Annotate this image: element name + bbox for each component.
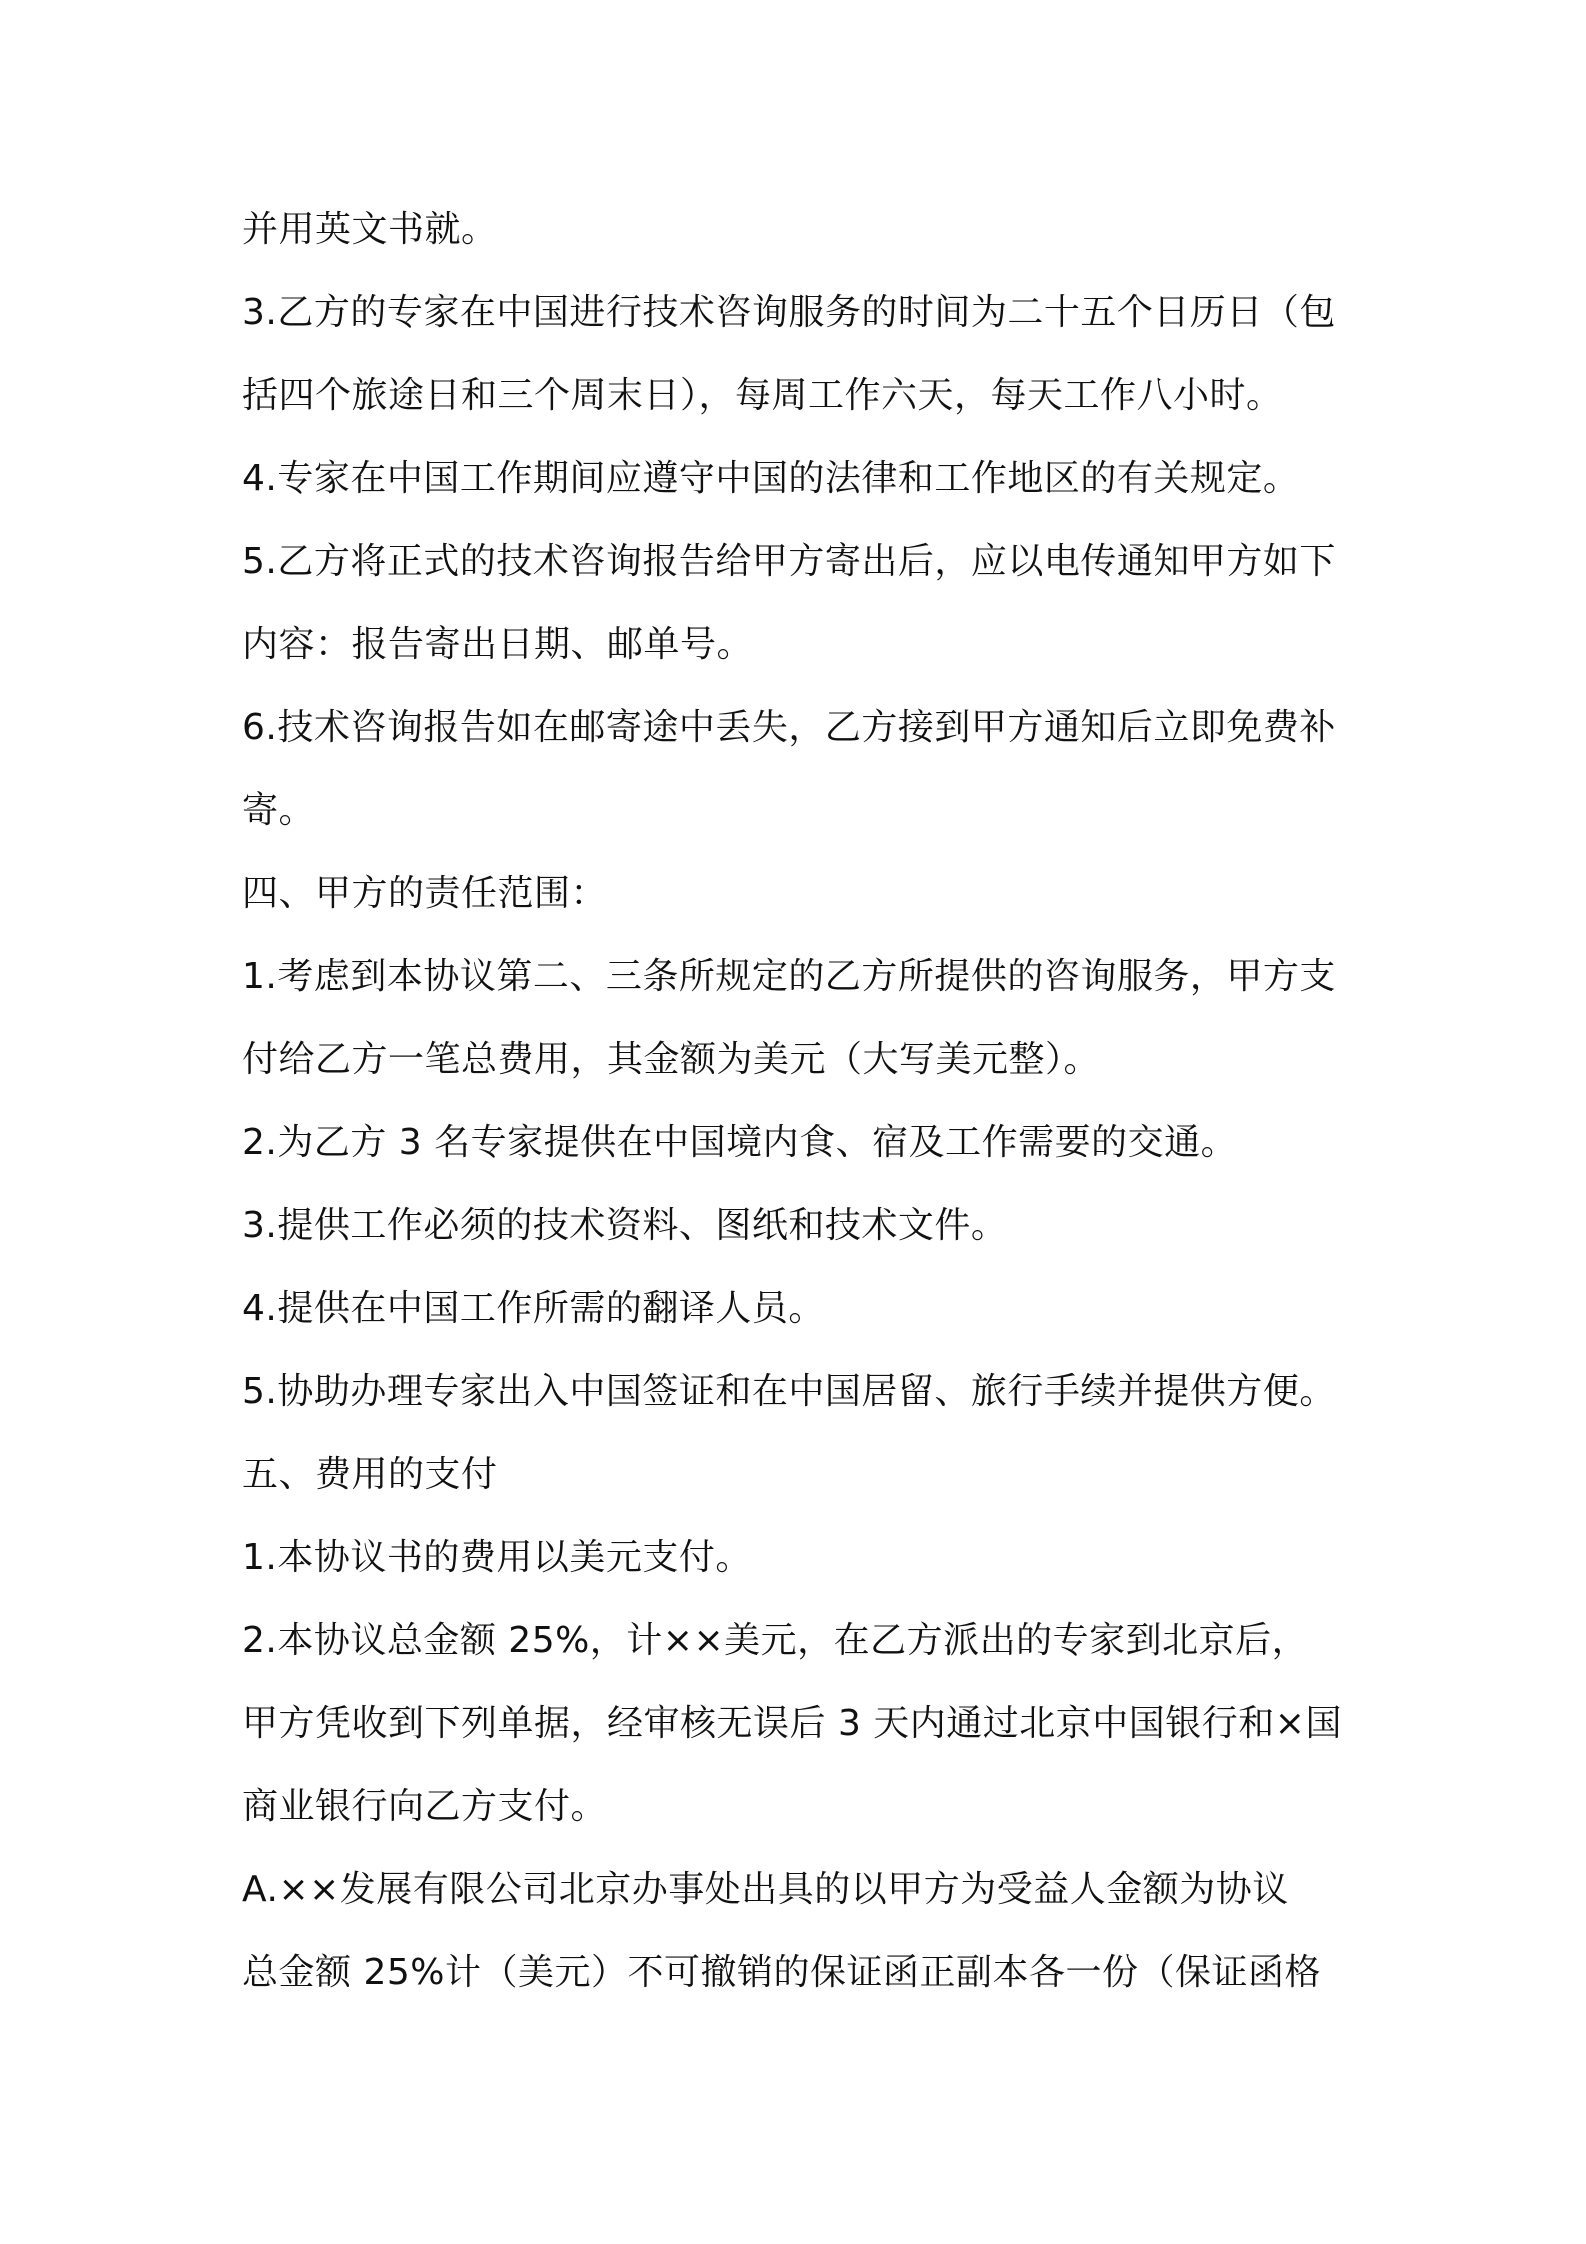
text-line-1: 并用英文书就。 [242, 209, 498, 250]
text-line-10: 1.考虑到本协议第二、三条所规定的乙方所提供的咨询服务，甲方支 [242, 956, 1336, 997]
document-body [242, 188, 1362, 2014]
text-line-8: 寄。 [242, 790, 316, 831]
text-line-6: 内容：报告寄出日期、邮单号。 [242, 624, 754, 665]
text-line-4: 4.专家在中国工作期间应遵守中国的法律和工作地区的有关规定。 [242, 458, 1300, 499]
text-line-12: 2.为乙方 3 名专家提供在中国境内食、宿及工作需要的交通。 [242, 1122, 1238, 1163]
text-line-17: 1.本协议书的费用以美元支付。 [242, 1537, 752, 1578]
section-heading-5: 五、费用的支付 [242, 1454, 498, 1495]
text-line-7: 6.技术咨询报告如在邮寄途中丢失，乙方接到甲方通知后立即免费补 [242, 707, 1336, 748]
text-line-2: 3.乙方的专家在中国进行技术咨询服务的时间为二十五个日历日（包 [242, 292, 1336, 333]
text-line-22: 总金额 25%计（美元）不可撤销的保证函正副本各一份（保证函格 [242, 1952, 1321, 1993]
text-line-15: 5.协助办理专家出入中国签证和在中国居留、旅行手续并提供方便。 [242, 1371, 1336, 1412]
text-line-18: 2.本协议总金额 25%，计××美元，在乙方派出的专家到北京后， [242, 1620, 1309, 1661]
text-line-5: 5.乙方将正式的技术咨询报告给甲方寄出后，应以电传通知甲方如下 [242, 541, 1336, 582]
text-line-20: 商业银行向乙方支付。 [242, 1786, 608, 1827]
text-line-14: 4.提供在中国工作所需的翻译人员。 [242, 1288, 825, 1329]
text-line-19: 甲方凭收到下列单据，经审核无误后 3 天内通过北京中国银行和×国 [242, 1703, 1342, 1744]
text-line-3: 括四个旅途日和三个周末日），每周工作六天，每天工作八小时。 [242, 375, 1283, 416]
section-heading-4: 四、甲方的责任范围： [242, 873, 608, 914]
text-line-13: 3.提供工作必须的技术资料、图纸和技术文件。 [242, 1205, 1008, 1246]
text-line-21: A.××发展有限公司北京办事处出具的以甲方为受益人金额为协议 [242, 1869, 1289, 1910]
text-line-11: 付给乙方一笔总费用，其金额为美元（大写美元整）。 [242, 1039, 1101, 1080]
